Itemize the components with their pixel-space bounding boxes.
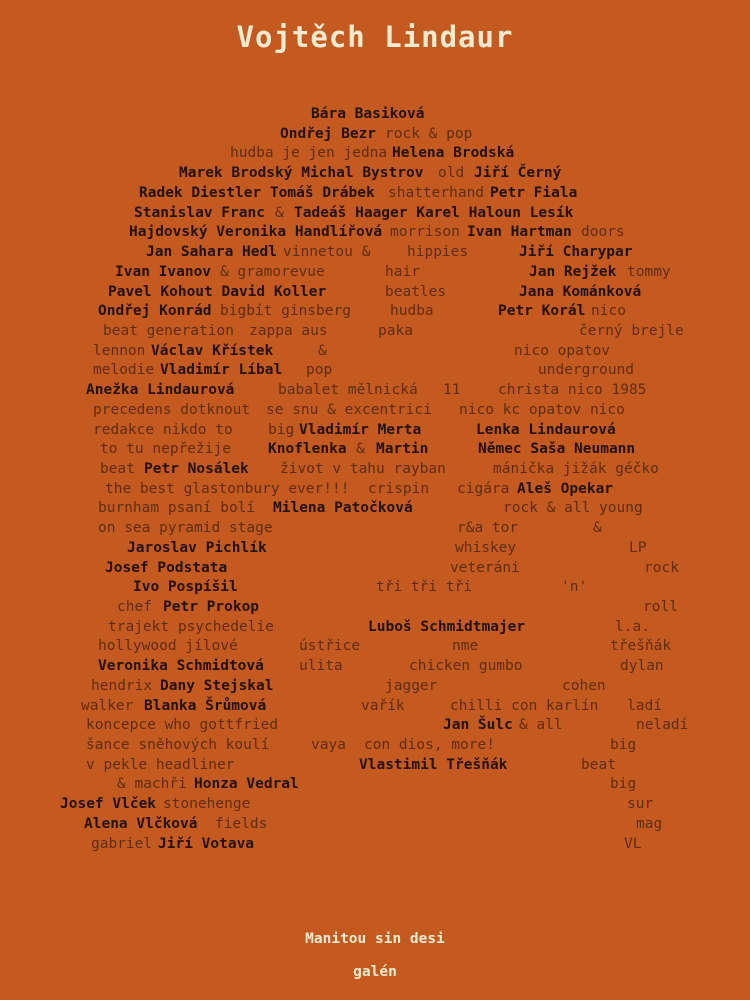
keyword: tři tři tři	[376, 579, 473, 595]
keyword: precedens dotknout	[93, 402, 251, 418]
keyword: crispin	[368, 481, 430, 497]
keyword: šance sněhových koulí	[86, 737, 270, 753]
keyword: chilli con karlín	[450, 698, 599, 714]
person-name: Ivo Pospíšil	[133, 579, 238, 595]
person-name: Jiří Votava	[158, 836, 255, 852]
keyword: ústřice	[299, 638, 361, 654]
person-name: Ivan Ivanov	[115, 264, 212, 280]
person-name: Hajdovský Veronika Handlířová	[129, 224, 383, 240]
keyword: & machři	[117, 776, 187, 792]
person-name: Jana Kománková	[519, 284, 642, 300]
keyword: v pekle headliner	[86, 757, 235, 773]
keyword: burnham psaní bolí	[98, 500, 256, 516]
person-name: Pavel Kohout David Koller	[108, 284, 327, 300]
keyword: hair	[385, 264, 420, 280]
person-name: Lenka Lindaurová	[476, 422, 616, 438]
keyword: cohen	[562, 678, 606, 694]
person-name: Jan Šulc	[443, 717, 513, 733]
person-name: Bára Basiková	[311, 106, 425, 122]
keyword: chicken gumbo	[409, 658, 523, 674]
person-name: Jaroslav Pichlík	[127, 540, 267, 556]
person-name: Blanka Šrůmová	[144, 698, 267, 714]
keyword: VL	[624, 836, 642, 852]
keyword: con dios, more!	[364, 737, 495, 753]
keyword: r&a tor	[457, 520, 519, 536]
keyword: gabriel	[91, 836, 153, 852]
keyword: bigbít ginsberg	[220, 303, 351, 319]
person-name: Petr Prokop	[163, 599, 260, 615]
keyword: ulita	[299, 658, 343, 674]
keyword: jagger	[385, 678, 438, 694]
publisher-logo-text: galén	[353, 964, 397, 980]
person-name: Petr Fiala	[490, 185, 578, 201]
keyword: černý brejle	[579, 323, 684, 339]
keyword: chef	[117, 599, 152, 615]
keyword: big	[610, 737, 637, 753]
keyword: hippies	[407, 244, 469, 260]
person-name: Dany Stejskal	[160, 678, 274, 694]
person-name: Milena Patočková	[273, 500, 413, 516]
keyword: beat	[100, 461, 135, 477]
person-name: Honza Vedral	[194, 776, 299, 792]
person-name: Radek Diestler Tomáš Drábek	[139, 185, 375, 201]
keyword: vařík	[361, 698, 405, 714]
keyword: walker	[81, 698, 134, 714]
person-name: Veronika Schmidtová	[98, 658, 264, 674]
keyword: beatles	[385, 284, 447, 300]
keyword: vinnetou &	[283, 244, 371, 260]
imprint-text: Manitou sin desi	[305, 931, 445, 947]
cover-title: Vojtěch Lindaur	[236, 20, 514, 54]
keyword: vaya	[311, 737, 346, 753]
keyword: &	[356, 441, 365, 457]
keyword: dylan	[620, 658, 664, 674]
person-name: Marek Brodský Michal Bystrov	[179, 165, 424, 181]
keyword: LP	[629, 540, 647, 556]
person-name: Petr Nosálek	[144, 461, 249, 477]
keyword: neladí	[636, 717, 689, 733]
person-name: Jiří Charypar	[519, 244, 633, 260]
keyword: hudba je jen jedna	[230, 145, 388, 161]
keyword: mánička jižák géčko	[493, 461, 659, 477]
person-name: Jan Rejžek	[529, 264, 617, 280]
keyword: rock & pop	[385, 126, 473, 142]
keyword: cigára	[457, 481, 510, 497]
person-name: Petr Korál	[498, 303, 586, 319]
keyword: rock	[644, 560, 679, 576]
person-name: Vlastimil Třešňák	[359, 757, 508, 773]
keyword: se snu & excentrici	[266, 402, 432, 418]
person-name: Ondřej Konrád	[98, 303, 212, 319]
keyword: fields	[215, 816, 268, 832]
keyword: l.a.	[615, 619, 650, 635]
person-name: Luboš Schmidtmajer	[368, 619, 526, 635]
person-name: Tadeáš Haager Karel Haloun Lesík	[294, 205, 574, 221]
person-name: Ivan Hartman	[467, 224, 572, 240]
person-name: Knoflenka	[268, 441, 347, 457]
person-name: Aleš Opekar	[517, 481, 614, 497]
keyword: koncepce who gottfried	[86, 717, 279, 733]
person-name: Josef Vlček	[60, 796, 157, 812]
keyword: lennon	[93, 343, 146, 359]
person-name: Vladimír Líbal	[160, 362, 283, 378]
person-name: Vladimír Merta	[299, 422, 422, 438]
person-name: Václav Křístek	[151, 343, 274, 359]
keyword: ladí	[627, 698, 662, 714]
keyword: pop	[306, 362, 333, 378]
keyword: nme	[452, 638, 479, 654]
person-name: Martin	[376, 441, 429, 457]
keyword: rock & all young	[503, 500, 643, 516]
person-name: Němec Saša Neumann	[478, 441, 636, 457]
keyword: melodie	[93, 362, 155, 378]
keyword: the best glastonbury ever!!!	[105, 481, 350, 497]
keyword: christa nico 1985	[498, 382, 647, 398]
keyword: old	[438, 165, 465, 181]
person-name: Jiří Černý	[474, 165, 562, 181]
keyword: nico kc opatov nico	[459, 402, 625, 418]
person-name: Jan Sahara Hedl	[146, 244, 277, 260]
person-name: Stanislav Franc	[134, 205, 265, 221]
keyword: whiskey	[455, 540, 517, 556]
person-name: Josef Podstata	[105, 560, 228, 576]
keyword: doors	[581, 224, 625, 240]
keyword: underground	[538, 362, 635, 378]
person-name: Anežka Lindaurová	[86, 382, 235, 398]
keyword: tommy	[627, 264, 671, 280]
keyword: hendrix	[91, 678, 153, 694]
keyword: &	[275, 205, 284, 221]
keyword: paka	[378, 323, 413, 339]
keyword: stonehenge	[163, 796, 251, 812]
keyword: život v tahu rayban	[280, 461, 446, 477]
keyword: beat	[581, 757, 616, 773]
keyword: & all	[519, 717, 563, 733]
person-name: Helena Brodská	[392, 145, 515, 161]
keyword: big	[268, 422, 295, 438]
keyword: & gramorevue	[220, 264, 325, 280]
keyword: on sea pyramid stage	[98, 520, 273, 536]
keyword: zappa aus	[249, 323, 328, 339]
keyword: mag	[636, 816, 663, 832]
person-name: Alena Vlčková	[84, 816, 198, 832]
keyword: morrison	[390, 224, 460, 240]
keyword: třešňák	[610, 638, 672, 654]
keyword: nico opatov	[514, 343, 611, 359]
keyword: babalet mělnická	[278, 382, 418, 398]
keyword: &	[318, 343, 327, 359]
keyword: veteráni	[450, 560, 520, 576]
keyword: big	[610, 776, 637, 792]
keyword: nico	[591, 303, 626, 319]
keyword: to tu nepřežije	[100, 441, 231, 457]
keyword: &	[593, 520, 602, 536]
keyword: hollywood jílové	[98, 638, 238, 654]
keyword: 11	[443, 382, 461, 398]
keyword: shatterhand	[388, 185, 485, 201]
keyword: redakce nikdo to	[93, 422, 233, 438]
person-name: Ondřej Bezr	[280, 126, 377, 142]
keyword: hudba	[390, 303, 434, 319]
keyword: 'n'	[561, 579, 588, 595]
keyword: sur	[627, 796, 654, 812]
keyword: roll	[643, 599, 678, 615]
keyword: trajekt psychedelie	[108, 619, 274, 635]
keyword: beat generation	[103, 323, 234, 339]
